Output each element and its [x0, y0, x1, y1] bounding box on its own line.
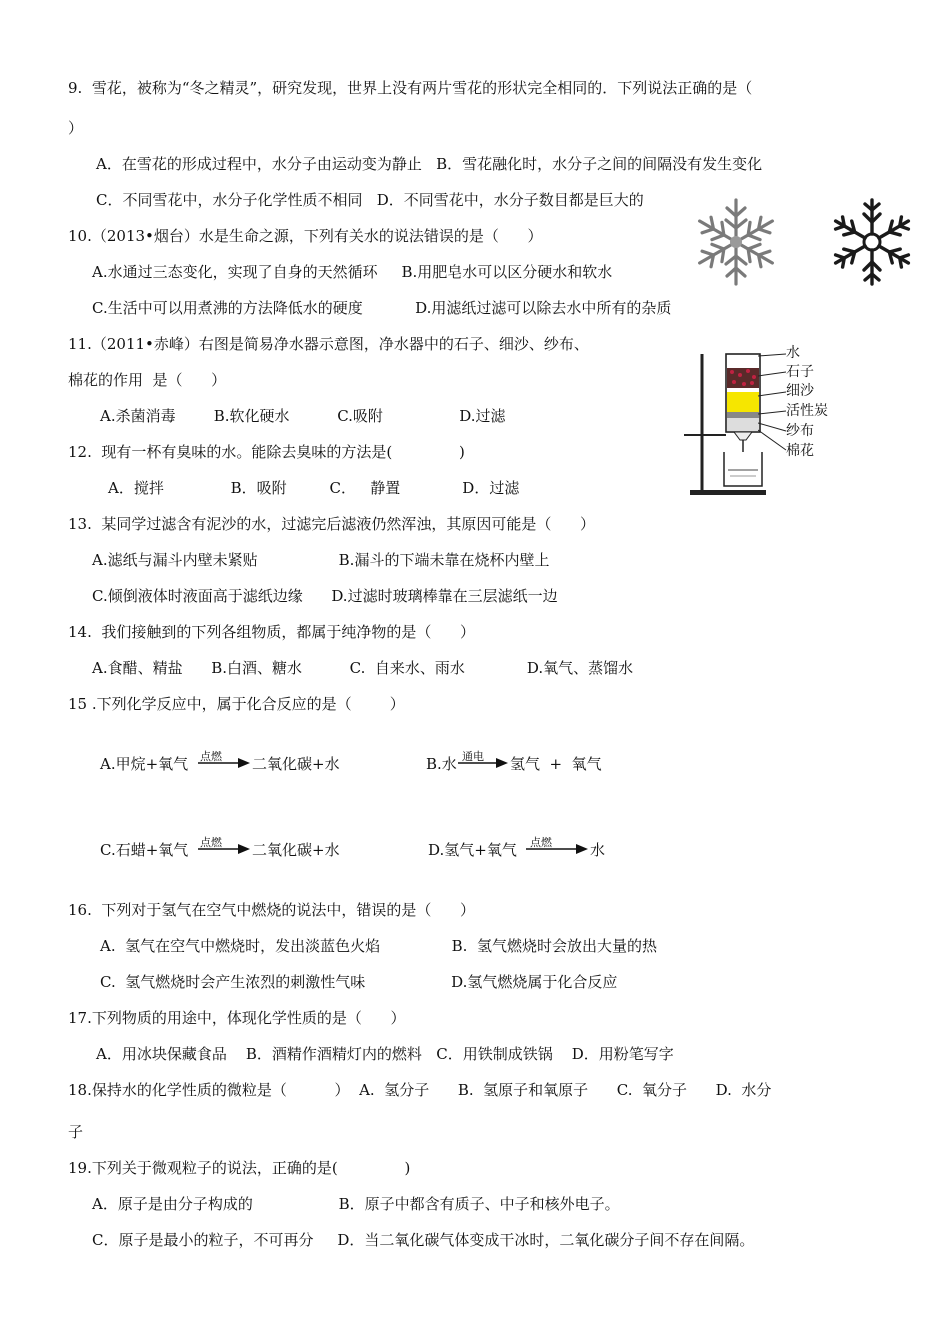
q15-stem: 15 .下列化学反应中，属于化合反应的是（ ） [68, 695, 405, 713]
q10-stem: 10.（2013•烟台）水是生命之源，下列有关水的说法错误的是（ ） [68, 227, 543, 245]
filter-label-stones: 石子 [786, 364, 814, 380]
q16-options-ab: A. 氢气在空气中燃烧时，发出淡蓝色火焰 B. 氢气燃烧时会放出大量的热 [100, 937, 657, 955]
q15-a-reactants: A.甲烷+氧气 [100, 755, 189, 773]
q9-stem-end: ） [68, 119, 84, 137]
q16-options-cd: C. 氢气燃烧时会产生浓烈的刺激性气味 D.氢气燃烧属于化合反应 [100, 973, 618, 991]
q15-b-condition: 通电 [462, 750, 484, 763]
filter-label-cotton: 棉花 [786, 443, 814, 459]
q9-options-ab: A．在雪花的形成过程中，水分子由运动变为静止 B．雪花融化时，水分子之间的间隔没有发生变化 [96, 155, 763, 173]
q13-options-ab: A.滤纸与漏斗内壁未紧贴 B.漏斗的下端未靠在烧杯内壁上 [92, 551, 550, 569]
q10-options-cd: C.生活中可以用煮沸的方法降低水的硬度 D.用滤纸过滤可以除去水中所有的杂质 [92, 299, 672, 317]
snowflake-image-1 [690, 196, 782, 288]
q15-d-reactants: D.氢气+氧气 [428, 841, 517, 859]
q12-options: A．搅拌 B．吸附 C． 静置 D．过滤 [108, 479, 520, 497]
filter-label-water: 水 [786, 345, 800, 361]
q9-options-cd: C．不同雪花中，水分子化学性质不相同 D．不同雪花中，水分子数目都是巨大的 [96, 191, 644, 209]
q18-stem: 18.保持水的化学性质的微粒是（ ） A. 氢分子 B. 氢原子和氧原子 C. 氧分子 D. 水分 [68, 1081, 772, 1099]
q13-options-cd: C.倾倒液体时液面高于滤纸边缘 D.过滤时玻璃棒靠在三层滤纸一边 [92, 587, 558, 605]
q19-options-ab: A．原子是由分子构成的 B．原子中都含有质子、中子和核外电子。 [92, 1195, 620, 1213]
q15-d-products: 水 [590, 841, 606, 859]
q14-options: A.食醋、精盐 B.白酒、糖水 C. 自来水、雨水 D.氧气、蒸馏水 [92, 659, 634, 677]
q17-options: A．用冰块保藏食品 B．酒精作酒精灯内的燃料 C．用铁制成铁锅 D．用粉笔写字 [96, 1045, 674, 1063]
filter-label-leaders [758, 350, 788, 456]
filter-label-activated-carbon: 活性炭 [786, 403, 828, 419]
filter-label-gauze: 纱布 [786, 423, 814, 439]
q15-b-reactants: B.水 [426, 755, 457, 773]
q11-stem-line1: 11.（2011•赤峰）右图是简易净水器示意图，净水器中的石子、细沙、纱布、 [68, 335, 589, 353]
q9-stem: 9. 雪花，被称为“冬之精灵”，研究发现，世界上没有两片雪花的形状完全相同的．下列说法正确的是（ [68, 79, 753, 97]
q15-c-condition: 点燃 [200, 836, 222, 849]
q15-a-products: 二氧化碳+水 [252, 755, 340, 773]
q14-stem: 14. 我们接触到的下列各组物质，都属于纯净物的是（ ） [68, 623, 476, 641]
q15-d-arrow [526, 844, 590, 854]
q15-d-condition: 点燃 [530, 836, 552, 849]
q11-options: A.杀菌消毒 B.软化硬水 C.吸附 D.过滤 [100, 407, 506, 425]
q19-options-cd: C．原子是最小的粒子，不可再分 D．当二氧化碳气体变成干冰时，二氧化碳分子间不存在间隔。 [92, 1231, 755, 1249]
q11-stem-line2: 棉花的作用 是（ ） [68, 371, 227, 389]
q19-stem: 19.下列关于微观粒子的说法，正确的是( ) [68, 1159, 411, 1177]
q12-stem: 12. 现有一杯有臭味的水。能除去臭味的方法是( ) [68, 443, 465, 461]
q15-c-products: 二氧化碳+水 [252, 841, 340, 859]
q15-b-arrow [458, 758, 510, 768]
q17-stem: 17.下列物质的用途中，体现化学性质的是（ ） [68, 1009, 406, 1027]
q15-a-condition: 点燃 [200, 750, 222, 763]
q10-options-ab: A.水通过三态变化，实现了自身的天然循环 B.用肥皂水可以区分硬水和软水 [92, 263, 613, 281]
q15-c-arrow [198, 844, 252, 854]
q15-a-arrow [198, 758, 252, 768]
q15-b-products: 氢气 + 氧气 [510, 755, 602, 773]
q18-stem-wrap: 子 [68, 1123, 84, 1141]
q16-stem: 16. 下列对于氢气在空气中燃烧的说法中，错误的是（ ） [68, 901, 476, 919]
q15-c-reactants: C.石蜡+氧气 [100, 841, 189, 859]
q13-stem: 13. 某同学过滤含有泥沙的水，过滤完后滤液仍然浑浊，其原因可能是（ ） [68, 515, 596, 533]
snowflake-image-2 [826, 196, 918, 288]
filter-label-fine-sand: 细沙 [786, 383, 814, 399]
